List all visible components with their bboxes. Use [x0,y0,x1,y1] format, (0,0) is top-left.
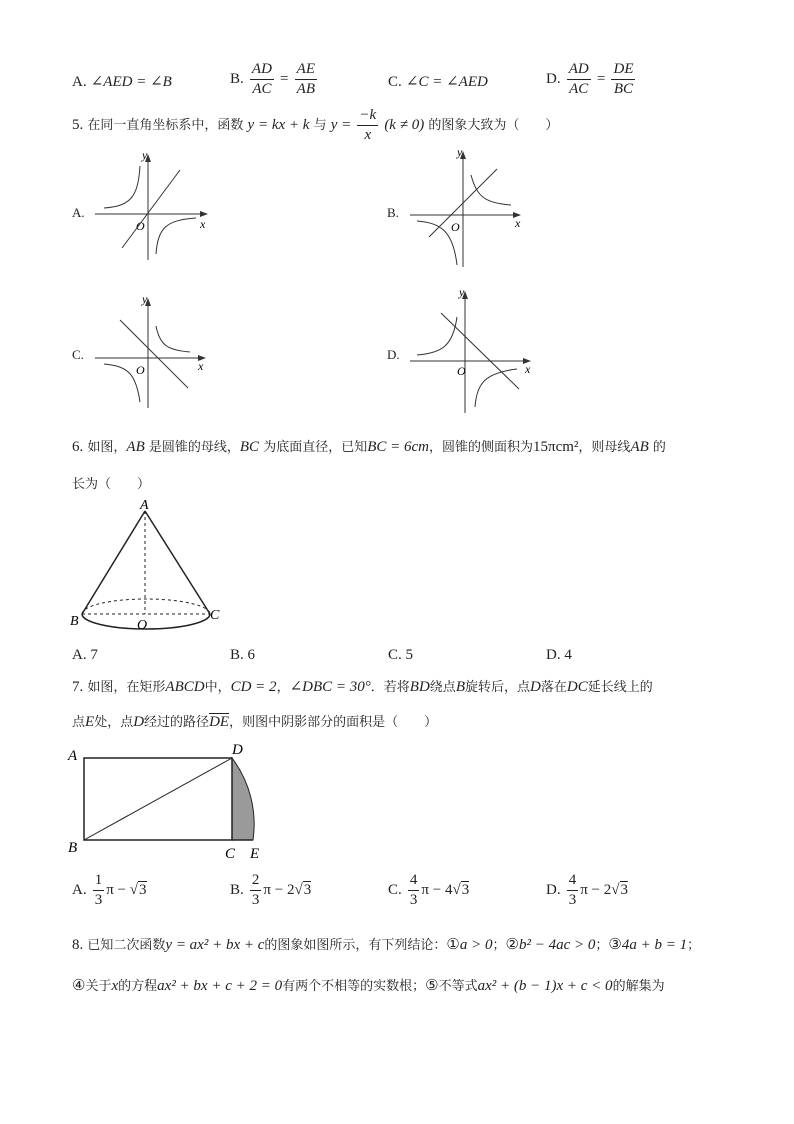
q4-option-c[interactable]: C. ∠C = ∠AED [388,74,488,90]
q4-option-d[interactable]: D. $\frac{AD}{AC}$ = $\frac{DE}{BC}$ [546,61,634,97]
q6-cone-figure [62,495,232,640]
q6-option-c[interactable]: C. 5 [388,647,414,663]
svg-text:y: y [142,148,148,162]
q7-stem-line1: 7. 如图，在矩形ABCD中，CD = 2，∠DBC = 30°．若将BD绕点B旋转后，点D落在DC延长线上的 [72,679,653,695]
svg-text:y: y [457,145,463,159]
q5-option-c-label[interactable]: C. [72,347,84,362]
q6-stem-line2: 长为（ ） [72,477,151,492]
svg-text:A: A [140,498,149,513]
q8-stem-line2: ④关于x的方程ax² + bx + c + 2 = 0有两个不相等的实数根；⑤不等式ax² + (b − 1)x + c < 0的解集为 [72,978,665,994]
q5-option-a-label[interactable]: A. [72,205,85,220]
svg-text:C: C [210,608,220,623]
svg-text:x: x [200,217,206,231]
q5-graph-c[interactable] [90,292,215,412]
svg-text:x: x [198,359,204,373]
svg-text:D: D [232,742,243,758]
q5-graph-b[interactable] [405,145,530,270]
q7-option-a[interactable]: A. $\frac{1}{3}$ π − √3 [72,872,147,908]
q6-option-a[interactable]: A. 7 [72,647,98,663]
svg-text:y: y [459,285,465,299]
svg-text:O: O [136,219,145,233]
q5-option-d-label[interactable]: D. [387,347,400,362]
q6-option-d[interactable]: D. 4 [546,647,572,663]
q7-option-d[interactable]: D. $\frac{4}{3}$ π − 2√3 [546,872,629,908]
svg-text:O: O [451,220,460,234]
svg-text:B: B [70,614,79,629]
q6-option-b[interactable]: B. 6 [230,647,256,663]
q4-option-a[interactable]: A. ∠AED = ∠B [72,74,172,90]
q4-option-b[interactable]: B. $\frac{AD}{AC}$ = $\frac{AE}{AB}$ [230,61,315,97]
q7-rectangle-figure [62,738,277,863]
svg-text:O: O [457,364,466,378]
svg-text:x: x [515,216,521,230]
q7-option-b[interactable]: B. $\frac{2}{3}$ π − 2√3 [230,872,312,908]
q5-graph-d[interactable] [405,285,540,415]
q7-stem-line2: 点E处，点D经过的路径DE，则图中阴影部分的面积是（ ） [72,714,438,730]
q6-stem-line1: 6. 如图，AB 是圆锥的母线，BC 为底面直径，已知BC = 6cm，圆锥的侧面积为15πcm²，则母线AB 的 [72,439,666,455]
q5-stem: 5. 在同一直角坐标系中，函数 y = kx + k 与 y = $\frac{-k}{x}$ (k ≠ 0) 的图象大致为（ ） [72,107,559,143]
svg-text:y: y [142,292,148,306]
svg-text:C: C [225,846,236,862]
svg-text:E: E [250,846,260,862]
svg-text:O: O [136,363,145,377]
svg-text:x: x [525,362,531,376]
q5-option-b-label[interactable]: B. [387,205,399,220]
q8-stem-line1: 8. 已知二次函数y = ax² + bx + c的图象如图所示，有下列结论：①a > 0；②b² − 4ac > 0；③4a + b = 1； [72,937,701,953]
svg-text:O: O [137,618,148,633]
svg-text:A: A [68,748,78,764]
svg-text:B: B [68,840,78,856]
q5-graph-a[interactable] [90,148,215,263]
q7-option-c[interactable]: C. $\frac{4}{3}$ π − 4√3 [388,872,470,908]
